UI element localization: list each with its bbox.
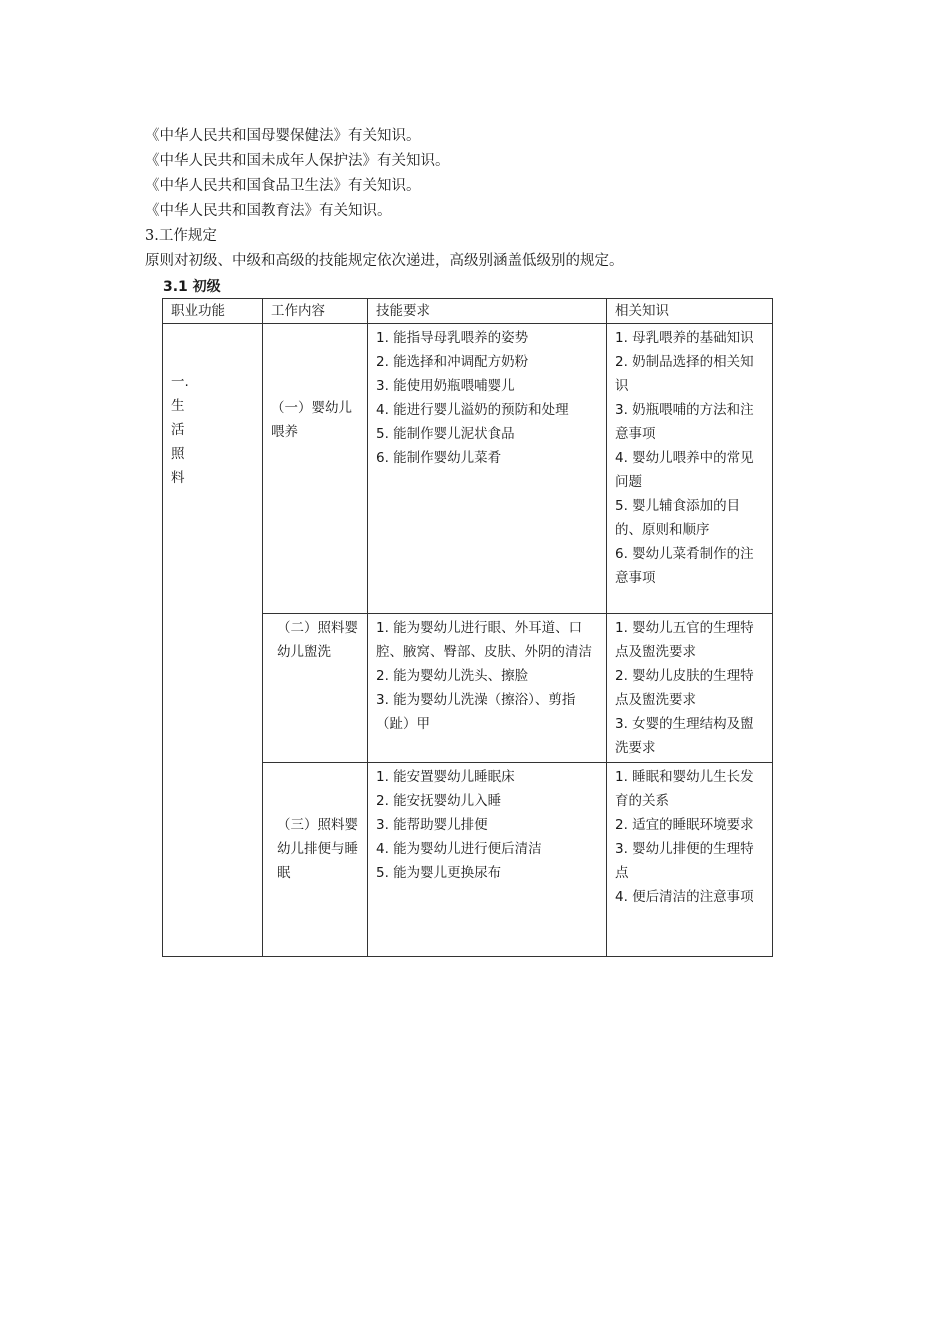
knowledge-item: 2. 婴幼儿皮肤的生理特点及盥洗要求: [615, 668, 754, 708]
skill-item: 3. 能使用奶瓶喂哺婴儿: [376, 378, 515, 394]
section-title: 3.工作规定: [145, 228, 217, 244]
table-header-row: [163, 299, 773, 324]
skill-item: 2. 能安抚婴幼儿入睡: [376, 793, 502, 809]
header-skills: 技能要求: [368, 299, 607, 324]
subsection-title: 3.1 初级: [163, 279, 221, 295]
function-char: 照: [171, 446, 185, 462]
skill-item: 4. 能进行婴儿溢奶的预防和处理: [376, 402, 569, 418]
skill-item: 3. 能为婴幼儿洗澡（擦浴）、剪指（趾）甲: [376, 692, 576, 732]
section-text: 原则对初级、中级和高级的技能规定依次递进，高级别涵盖低级别的规定。: [145, 253, 624, 269]
intro-line-3: 《中华人民共和国食品卫生法》有关知识。: [145, 178, 421, 194]
intro-line-2: 《中华人民共和国未成年人保护法》有关知识。: [145, 153, 450, 169]
skill-item: 1. 能为婴幼儿进行眼、外耳道、口腔、腋窝、臀部、皮肤、外阴的清洁: [376, 620, 592, 660]
knowledge-cell: [607, 763, 773, 957]
skill-item: 2. 能为婴幼儿洗头、擦脸: [376, 668, 529, 684]
knowledge-item: 1. 睡眠和婴幼儿生长发育的关系: [615, 769, 754, 809]
skill-item: 3. 能帮助婴儿排便: [376, 817, 488, 833]
function-char: 一.: [171, 374, 189, 390]
knowledge-item: 6. 婴幼儿菜肴制作的注意事项: [615, 546, 754, 586]
skills-cell: [368, 324, 607, 614]
skills-cell: [368, 763, 607, 957]
knowledge-cell: [607, 614, 773, 763]
function-cell: [163, 324, 263, 957]
function-char: 活: [171, 422, 185, 438]
header-content: 工作内容: [263, 299, 368, 324]
knowledge-item: 3. 女婴的生理结构及盥洗要求: [615, 716, 754, 756]
knowledge-item: 5. 婴儿辅食添加的目的、原则和顺序: [615, 498, 741, 538]
skill-item: 6. 能制作婴幼儿菜肴: [376, 450, 502, 466]
content-cell: （二）照料婴幼儿盥洗: [263, 614, 368, 763]
skills-cell: [368, 614, 607, 763]
knowledge-cell: [607, 324, 773, 614]
skill-item: 5. 能为婴儿更换尿布: [376, 865, 502, 881]
skill-item: 5. 能制作婴儿泥状食品: [376, 426, 515, 442]
knowledge-item: 3. 奶瓶喂哺的方法和注意事项: [615, 402, 754, 442]
knowledge-item: 1. 婴幼儿五官的生理特点及盥洗要求: [615, 620, 754, 660]
intro-line-4: 《中华人民共和国教育法》有关知识。: [145, 203, 392, 219]
knowledge-item: 2. 奶制品选择的相关知识: [615, 354, 754, 394]
header-function: 职业功能: [163, 299, 263, 324]
content-cell: （三）照料婴幼儿排便与睡眠: [263, 763, 368, 957]
knowledge-item: 2. 适宜的睡眠环境要求: [615, 817, 754, 833]
knowledge-item: 4. 婴幼儿喂养中的常见问题: [615, 450, 754, 490]
skill-item: 2. 能选择和冲调配方奶粉: [376, 354, 529, 370]
header-knowledge: 相关知识: [607, 299, 773, 324]
content-cell: （一）婴幼儿喂养: [263, 324, 368, 614]
skill-item: 1. 能安置婴幼儿睡眠床: [376, 769, 515, 785]
intro-line-1: 《中华人民共和国母婴保健法》有关知识。: [145, 128, 421, 144]
table-row: [163, 324, 773, 614]
function-char: 生: [171, 398, 185, 414]
knowledge-item: 3. 婴幼儿排便的生理特点: [615, 841, 754, 881]
skill-item: 4. 能为婴幼儿进行便后清洁: [376, 841, 542, 857]
function-char: 料: [171, 470, 185, 486]
knowledge-item: 1. 母乳喂养的基础知识: [615, 330, 754, 346]
knowledge-item: 4. 便后清洁的注意事项: [615, 889, 754, 905]
skill-standard-table: [162, 298, 773, 957]
skill-item: 1. 能指导母乳喂养的姿势: [376, 330, 529, 346]
